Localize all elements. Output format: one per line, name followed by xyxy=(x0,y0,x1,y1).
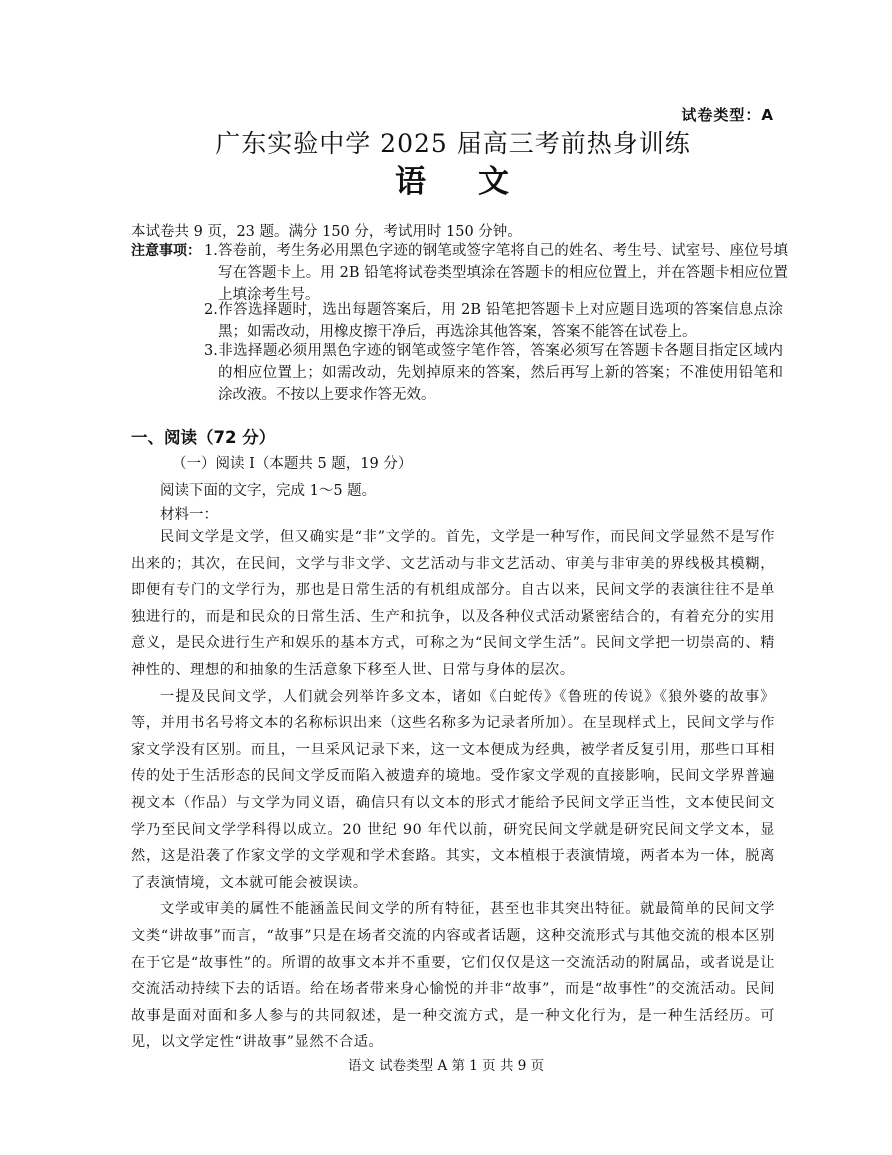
material-body xyxy=(131,524,775,1056)
material-label: 材料一： xyxy=(160,507,218,523)
exam-intro: 本试卷共 9 页，23 题。满分 150 分，考试用时 150 分钟。 xyxy=(131,224,522,240)
paper-type-label: 试卷类型：A xyxy=(681,106,774,124)
subject-title: 语文 xyxy=(395,164,561,200)
note-item-2: 2.作答选择题时，选出每题答案后，用 2B 铅笔把答题卡上对应题目选项的答案信息点涂黑；如需改动，用橡皮擦干净后，再选涂其他答案，答案不能答在试卷上。 xyxy=(204,302,783,340)
section-subtitle: （一）阅读 I（本题共 5 题，19 分） xyxy=(172,456,413,472)
paragraph-2: 一提及民间文学，人们就会列举许多文本，诸如《白蛇传》《鲁班的传说》《狼外婆的故事》等，并用书名号将文本的名称标识出来（这些名称多为记录者所加）。在呈现样式上，民间文学与作家文学没有区别。而且，一旦采风记录下来，这一文本便成为经典，被学者反复引用，那些口耳相传的处于生活形态的民间文学反而陷入被遗弃的境地。受作家文学观的直接影响，民间文学界普遍视文本（作品）与文学为同义语，确信只有以文本的形式才能给予民间文学正当性，文本使民间文学乃至民间文学学科得以成立。20 世纪 90 年代以前，研究民间文学就是研究民间文学文本，显然，这是沿袭了作家文学的文学观和学术套路。其实，文本植根于表演情境，两者本为一体，脱离了表演情境，文本就可能会被误读。 xyxy=(131,688,775,891)
note-item-3: 3.非选择题必须用黑色字迹的钢笔或签字笔作答，答案必须写在答题卡各题目指定区域内的相应位置上；如需改动，先划掉原来的答案，然后再写上新的答案；不准使用铅笔和涂改液。不按以上要求作答无效。 xyxy=(204,343,783,403)
paragraph-3: 文学或审美的属性不能涵盖民间文学的所有特征，甚至也非其突出特征。就最简单的民间文学文类“讲故事”而言，“故事”只是在场者交流的内容或者话题，这种交流形式与其他交流的根本区别在于它是“故事性”的。所谓的故事文本并不重要，它们仅仅是这一交流活动的附属品，或者说是让交流活动持续下去的话语。给在场者带来身心愉悦的并非“故事”，而是“故事性”的交流活动。民间故事是面对面和多人参与的共同叙述，是一种交流方式，是一种文化行为，是一种生活经历。可见，以文学定性“讲故事”显然不合适。 xyxy=(131,901,775,1051)
section-title: 一、阅读（72 分） xyxy=(131,428,276,447)
paragraph-1: 民间文学是文学，但又确实是“非”文学的。首先，文学是一种写作，而民间文学显然不是写作出来的；其次，在民间，文学与非文学、文艺活动与非文艺活动、审美与非审美的界线极其模糊，即便有专门的文学行为，那也是日常生活的有机组成部分。自古以来，民间文学的表演往往不是单独进行的，而是和民众的日常生活、生产和抗争，以及各种仪式活动紧密结合的，有着充分的实用意义，是民众进行生产和娱乐的基本方式，可称之为“民间文学生活”。民间文学把一切崇高的、精神性的、理想的和抽象的生活意象下移至人世、日常与身体的层次。 xyxy=(131,529,775,678)
notes-label: 注意事项： xyxy=(131,243,201,259)
note-item-1: 1.答卷前，考生务必用黑色字迹的钢笔或签字笔将自己的姓名、考生号、试室号、座位号填写在答题卡上。用 2B 铅笔将试卷类型填涂在答题卡的相应位置上，并在答题卡相应位置上填涂考生号。 xyxy=(204,243,788,303)
reading-instruction: 阅读下面的文字，完成 1～5 题。 xyxy=(160,483,377,499)
school-title: 广东实验中学 2025 届高三考前热身训练 xyxy=(215,129,691,158)
page-footer: 语文 试卷类型 A 第 1 页 共 9 页 xyxy=(347,1058,545,1074)
